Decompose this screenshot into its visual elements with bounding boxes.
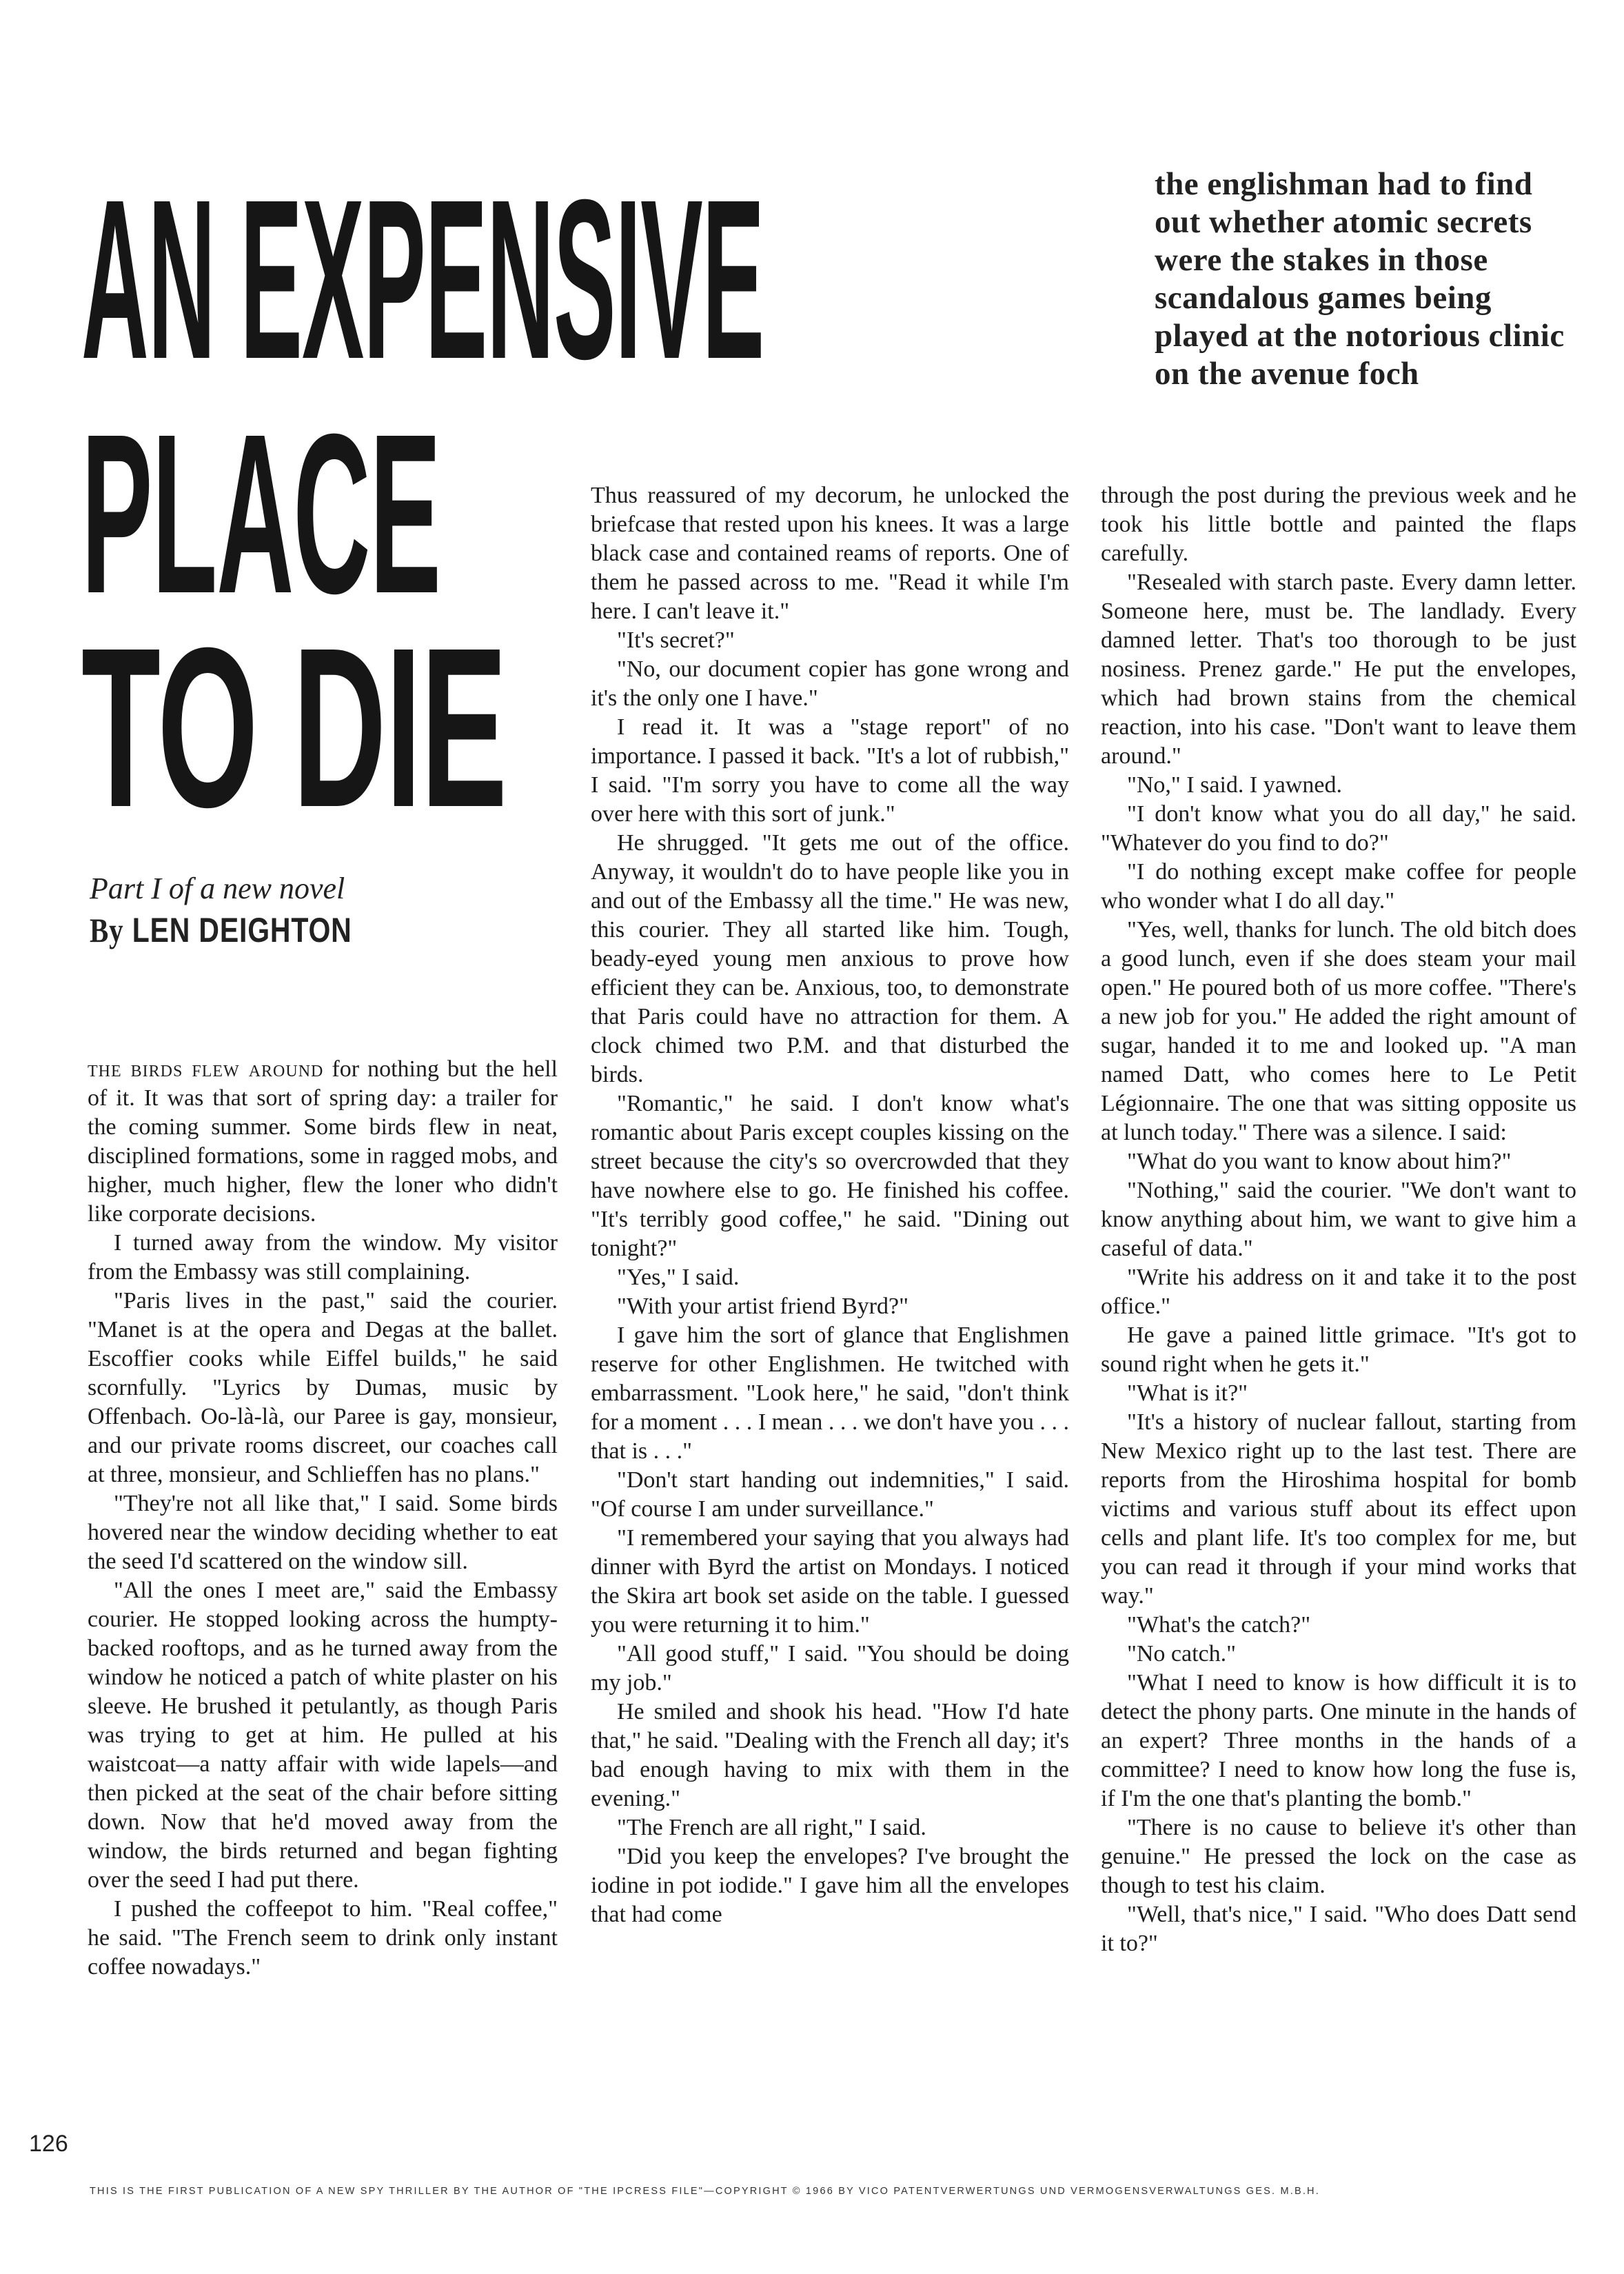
paragraph: "All good stuff," I said. "You should be doing my job." bbox=[591, 1641, 1069, 1696]
text-column-3 bbox=[1101, 481, 1576, 1958]
paragraph: "Paris lives in the past," said the courier. "Manet is at the opera and Degas at the ballet. Escoffier cooks while Eiffel builds," he said scornfully. "Lyrics by Dumas, music by Offenbach. Oo-là-là, our Paree is gay, monsieur, and our private rooms discreet, our coaches call at three, monsieur, and Schlieffen has no plans." bbox=[88, 1288, 558, 1487]
paragraph: "All the ones I meet are," said the Embassy courier. He stopped looking across the humpty-backed rooftops, and as he turned away from the window he noticed a patch of white plaster on his sleeve. He brushed it petulantly, as though Paris was trying to get at him. He pulled at his waistcoat—a natty affair with wide lapels—and then picked at the seat of the chair before sitting down. Now that he'd moved away from the window, the birds returned and began fighting over the seed I had put there. bbox=[88, 1578, 558, 1893]
text-column-1 bbox=[88, 1055, 558, 1982]
paragraph: "What's the catch?" bbox=[1127, 1612, 1311, 1638]
paragraph: I pushed the coffeepot to him. "Real coffee," he said. "The French seem to drink only instant coffee nowadays." bbox=[88, 1896, 558, 1980]
paragraph: I turned away from the window. My visitor from the Embassy was still complaining. bbox=[88, 1230, 558, 1285]
paragraph: "Romantic," he said. I don't know what's romantic about Paris except couples kissing on the street because the city's so overcrowded that they have nowhere else to go. He finished his coffee. "It's terribly good coffee," he said. "Dining out tonight?" bbox=[591, 1091, 1069, 1261]
byline bbox=[90, 910, 352, 950]
paragraph: Thus reassured of my decorum, he unlocked the briefcase that rested upon his knees. It was a large black case and contained reams of reports. One of them he passed across to me. "Read it while I'm here. I can't leave it." bbox=[591, 483, 1069, 624]
paragraph: "Don't start handing out indemnities," I said. "Of course I am under surveillance." bbox=[591, 1467, 1069, 1522]
title-line-3: TO DIE bbox=[81, 600, 507, 854]
title-line-2: PLACE bbox=[81, 386, 440, 641]
paragraph: "Yes," I said. bbox=[617, 1265, 740, 1290]
title-line-1: AN EXPENSIVE bbox=[81, 152, 764, 406]
paragraph: "What do you want to know about him?" bbox=[1127, 1149, 1512, 1174]
paragraph: I read it. It was a "stage report" of no importance. I passed it back. "It's a lot of rubbish," I said. "I'm sorry you have to come all the way over here with this sort of junk." bbox=[591, 714, 1069, 827]
paragraph: "Write his address on it and take it to the post office." bbox=[1101, 1265, 1576, 1319]
page-number: 126 bbox=[29, 2131, 68, 2157]
paragraph: "What is it?" bbox=[1127, 1380, 1248, 1406]
paragraph: "Yes, well, thanks for lunch. The old bitch does a good lunch, even if she does steam your mail open." He poured both of us more coffee. "There's a new job for you." He added the right amount of sugar, handed it to me and looked up. "A man named Datt, who comes here to Le Petit Légionnaire. The one that was sitting opposite us at lunch today." There was a silence. I said: bbox=[1101, 917, 1576, 1145]
paragraph: He shrugged. "It gets me out of the office. Anyway, it wouldn't do to have people like you in and out of the Embassy all the time." He was new, this courier. They all started like him. Tough, beady-eyed young men anxious to prove how efficient they can be. Anxious, too, to demonstrate that Paris could have no attraction for them. A clock chimed two P.M. and that disturbed the birds. bbox=[591, 830, 1069, 1087]
paragraph: "Nothing," said the courier. "We don't want to know anything about him, we want to give him a caseful of data." bbox=[1101, 1178, 1576, 1261]
paragraph: "No catch." bbox=[1127, 1641, 1237, 1667]
paragraph: "No," I said. I yawned. bbox=[1127, 772, 1342, 798]
paragraph: He gave a pained little grimace. "It's got to sound right when he gets it." bbox=[1101, 1322, 1576, 1377]
paragraph: "No, our document copier has gone wrong and it's the only one I have." bbox=[591, 656, 1069, 711]
paragraph: "I don't know what you do all day," he said. "Whatever do you find to do?" bbox=[1101, 801, 1576, 856]
paragraph: "I remembered your saying that you always had dinner with Byrd the artist on Mondays. I noticed the Skira art book set aside on the table. I guessed you were returning it to him." bbox=[591, 1525, 1069, 1638]
paragraph: "What I need to know is how difficult it is to detect the phony parts. One minute in the hands of an expert? Three months in the hands of a committee? I need to know how long the fuse is, if I'm the one that's planting the bomb." bbox=[1101, 1670, 1576, 1811]
paragraph: I gave him the sort of glance that Englishmen reserve for other Englishmen. He twitched with embarrassment. "Look here," he said, "don't think for a moment . . . I mean . . . we don't have you . . . that is . . ." bbox=[591, 1322, 1069, 1464]
paragraph: "With your artist friend Byrd?" bbox=[617, 1294, 909, 1319]
paragraph: "Well, that's nice," I said. "Who does Datt send it to?" bbox=[1101, 1902, 1576, 1956]
paragraph: "The French are all right," I said. bbox=[617, 1815, 926, 1840]
paragraph: "It's secret?" bbox=[617, 627, 735, 653]
paragraph: "Resealed with starch paste. Every damn letter. Someone here, must be. The landlady. Every damned letter. That's too thorough to be just nosiness. Prenez garde." He put the envelopes, which had brown stains from the chemical reaction, into his case. "Don't want to leave them around." bbox=[1101, 570, 1576, 769]
paragraph: the birds flew around for nothing but the hell of it. It was that sort of spring day: a trailer for the coming summer. Some birds flew in neat, disciplined formations, some in ragged mobs, and higher, much higher, flew the loner who didn't like corporate decisions. bbox=[88, 1056, 558, 1227]
paragraph: through the post during the previous week and he took his little bottle and painted the flaps carefully. bbox=[1101, 483, 1576, 566]
byline-author: LEN DEIGHTON bbox=[132, 911, 352, 949]
paragraph: "Did you keep the envelopes? I've brought the iodine in pot iodide." I gave him all the envelopes that had come bbox=[591, 1844, 1069, 1927]
article-deck: the englishman had to find out whether atomic secrets were the stakes in those scandalous games being played at the notorious clinic on the avenue foch bbox=[1155, 166, 1565, 392]
paragraph: "There is no cause to believe it's other than genuine." He pressed the lock on the case as though to test his claim. bbox=[1101, 1815, 1576, 1898]
paragraph: "They're not all like that," I said. Some birds hovered near the window deciding whether to eat the seed I'd scattered on the window sill. bbox=[88, 1491, 558, 1574]
text-column-2 bbox=[591, 481, 1069, 1929]
byline-by: By bbox=[90, 911, 124, 949]
copyright-footer: THIS IS THE FIRST PUBLICATION OF A NEW SPY THRILLER BY THE AUTHOR OF "THE IPCRESS FILE"—COPYRIGHT © 1966 BY VICO PATENTVERWERTUNGS UND VERMOGENSVERWALTUNGS GES. M.B.H. bbox=[90, 2186, 1320, 2197]
series-label: Part I of a new novel bbox=[90, 872, 345, 905]
paragraph: "It's a history of nuclear fallout, starting from New Mexico right up to the last test. There are reports from the Hiroshima hospital for bomb victims and various stuff about its effect upon cells and plant life. It's too complex for me, but you can read it through if your mind works that way." bbox=[1101, 1409, 1576, 1609]
paragraph: He smiled and shook his head. "How I'd hate that," he said. "Dealing with the French all day; it's bad enough having to mix with them in the evening." bbox=[591, 1699, 1069, 1811]
paragraph: "I do nothing except make coffee for people who wonder what I do all day." bbox=[1101, 859, 1576, 914]
